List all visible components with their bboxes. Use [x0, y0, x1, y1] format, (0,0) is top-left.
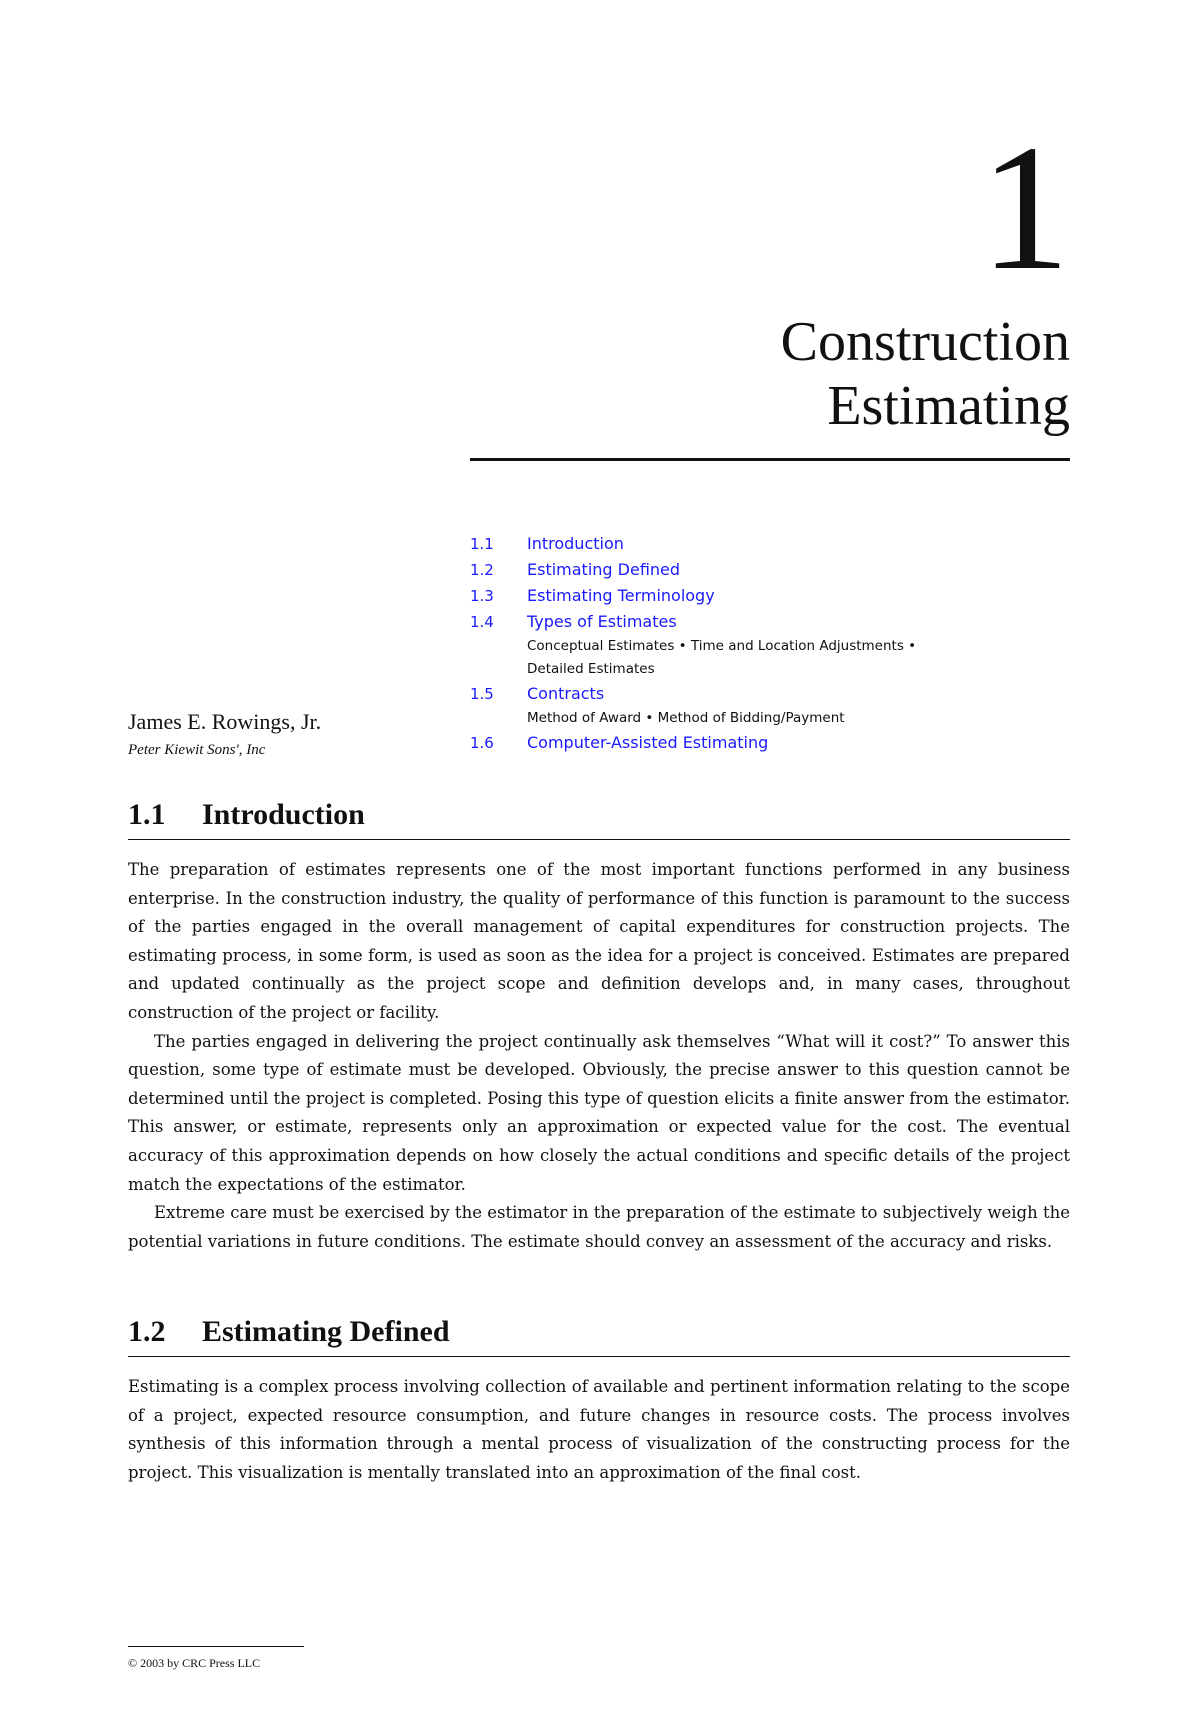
section-number: 1.1 — [128, 798, 166, 831]
toc-subtopics: Method of Award • Method of Bidding/Payment — [527, 710, 845, 726]
paragraph: The preparation of estimates represents one of the most important functions performed in any business enterprise. In the construction industry, the quality of performance of this function is paramount to the success of the parties engaged in the overall management of capital expenditures for construction projects. The estimating process, in some form, is used as soon as the idea for a project is conceived. Estimates are prepared and updated continually as the project scope and definition develops and, in many cases, throughout construction of the project or facility. — [128, 860, 1070, 1022]
toc-link[interactable]: Estimating Terminology — [527, 586, 715, 605]
author-name: James E. Rowings, Jr. — [128, 709, 322, 734]
section-heading-estimating-defined — [128, 1312, 1070, 1357]
section-body-introduction — [128, 856, 1070, 1256]
toc-number: 1.6 — [470, 734, 494, 752]
section-title: Introduction — [202, 798, 365, 831]
toc-subtopics: Detailed Estimates — [527, 661, 655, 677]
toc-number: 1.4 — [470, 613, 494, 631]
toc-link[interactable]: Estimating Defined — [527, 560, 681, 579]
copyright-notice: © 2003 by CRC Press LLC — [128, 1656, 261, 1670]
toc-number: 1.3 — [470, 587, 494, 605]
table-of-contents — [470, 531, 1070, 756]
toc-number: 1.2 — [470, 561, 494, 579]
footnote-rule — [128, 1646, 304, 1647]
toc-entry[interactable] — [470, 681, 1070, 730]
toc-entry[interactable] — [470, 730, 1070, 756]
toc-link[interactable]: Contracts — [527, 684, 605, 703]
toc-link[interactable]: Types of Estimates — [527, 612, 677, 631]
author-affiliation: Peter Kiewit Sons', Inc — [128, 742, 266, 758]
section-title: Estimating Defined — [202, 1315, 450, 1348]
toc-link[interactable]: Introduction — [527, 534, 624, 553]
paragraph: Estimating is a complex process involving collection of available and pertinent information relating to the scope of a project, expected resource consumption, and future changes in resource costs. The process involves synthesis of this information through a mental process of visualization of the constructing process for the project. This visualization is mentally translated into an approximation of the final cost. — [128, 1377, 1070, 1482]
toc-entry[interactable] — [470, 557, 1070, 583]
chapter-title-line1: Construction — [780, 311, 1070, 373]
toc-subtopics: Conceptual Estimates • Time and Location Adjustments • — [527, 638, 917, 654]
section-heading-introduction — [128, 795, 1070, 840]
chapter-title-line2: Estimating — [827, 375, 1070, 437]
toc-entry[interactable] — [470, 609, 1070, 681]
paragraph: Extreme care must be exercised by the estimator in the preparation of the estimate to subjectively weigh the potential variations in future conditions. The estimate should convey an assessment of the accuracy and risks. — [128, 1203, 1070, 1251]
chapter-title — [781, 310, 1070, 438]
title-rule — [470, 458, 1070, 461]
section-number: 1.2 — [128, 1315, 166, 1348]
section-body-estimating-defined — [128, 1373, 1070, 1487]
toc-link[interactable]: Computer-Assisted Estimating — [527, 733, 769, 752]
toc-number: 1.5 — [470, 685, 494, 703]
paragraph: The parties engaged in delivering the project continually ask themselves “What will it cost?” To answer this question, some type of estimate must be developed. Obviously, the precise answer to this question cannot be determined until the project is completed. Posing this type of question elicits a finite answer from the estimator. This answer, or estimate, represents only an approximation or expected value for the cost. The eventual accuracy of this approximation depends on how closely the actual conditions and specific details of the project match the expectations of the estimator. — [128, 1031, 1070, 1194]
chapter-number: 1 — [980, 108, 1070, 307]
toc-entry[interactable] — [470, 531, 1070, 557]
toc-entry[interactable] — [470, 583, 1070, 609]
toc-number: 1.1 — [470, 535, 494, 553]
